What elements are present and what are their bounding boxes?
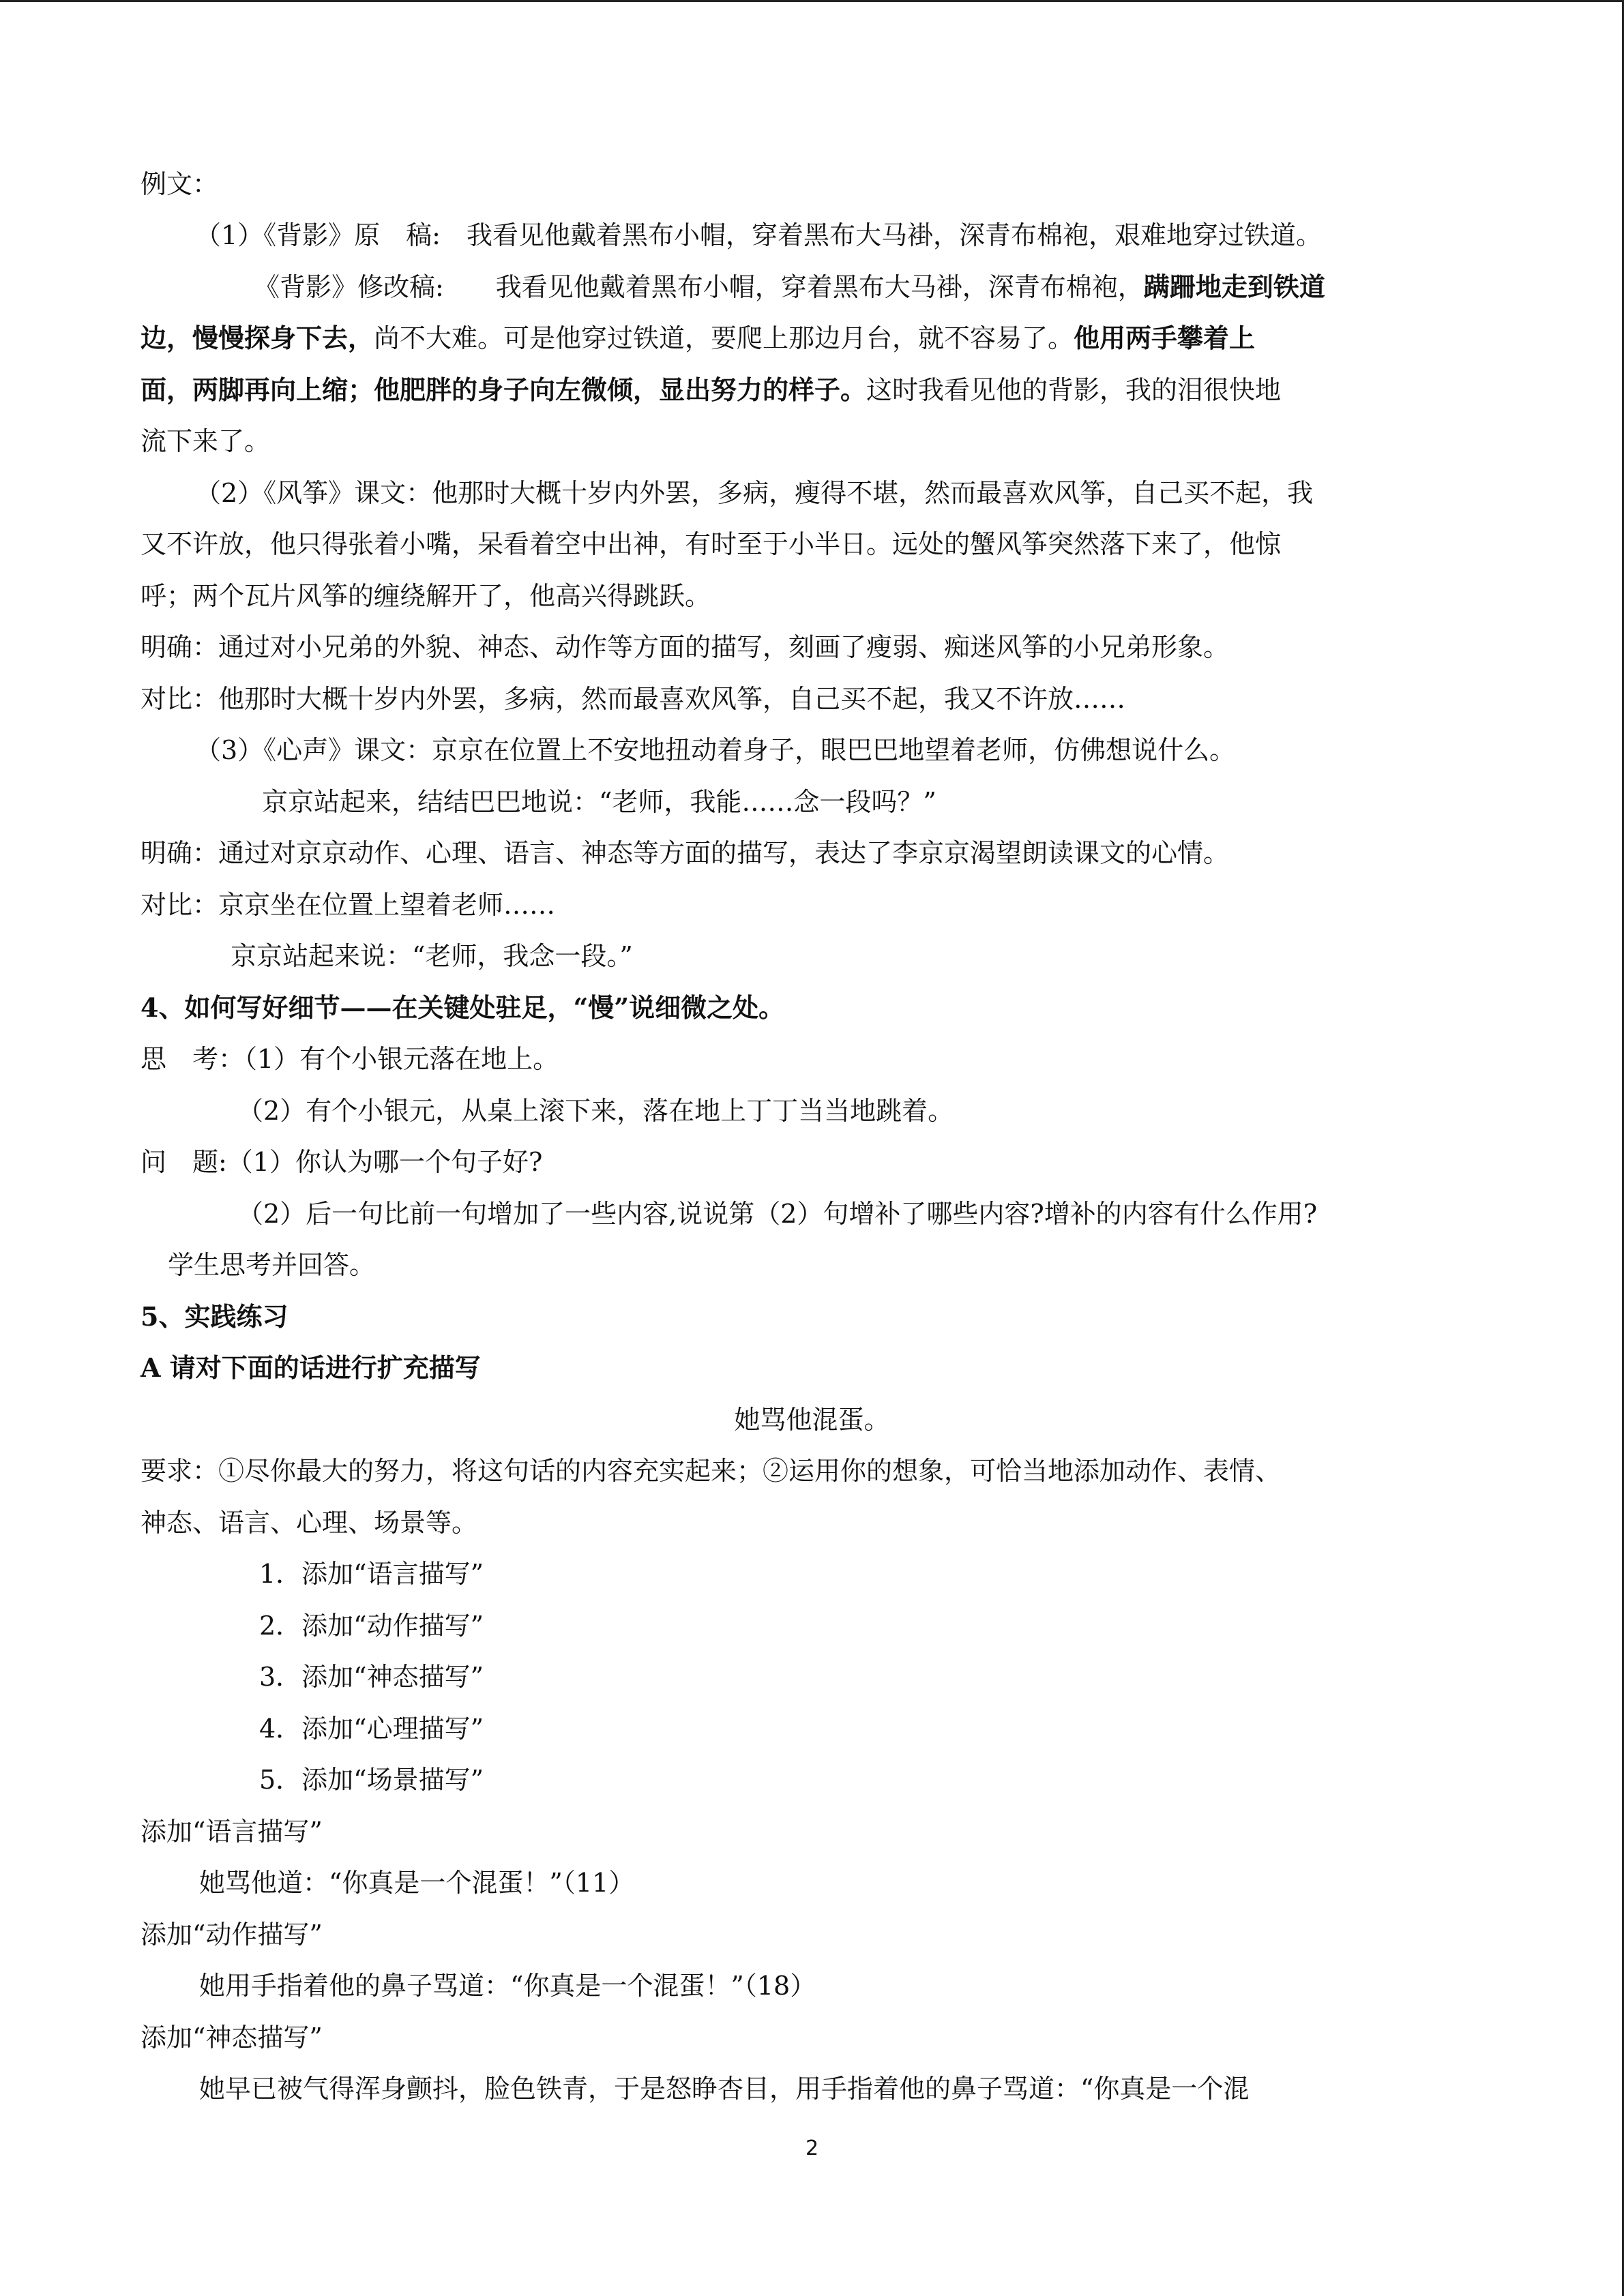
example1-revised-line1: 《背影》修改稿: 我看见他戴着黑布小帽，穿着黑布大马褂，深青布棉袍，蹒跚地走到铁道 — [254, 271, 1325, 302]
list-item: 2．添加“动作描写” — [259, 1611, 484, 1641]
think-line2: （2）有个小银元，从桌上滚下来，落在地上丁丁当当地跳着。 — [237, 1096, 954, 1126]
example2-line2: 又不许放，他只得张着小嘴，呆看着空中出神，有时至于小半日。远处的蟹风筝突然落下来了，他惊 — [141, 529, 1282, 559]
section5-title: 5、实践练习 — [141, 1301, 289, 1332]
example2-clarify: 明确：通过对小兄弟的外貌、神态、动作等方面的描写，刻画了瘦弱、痴迷风筝的小兄弟形象。 — [141, 632, 1230, 662]
section4-title: 4、如何写好细节——在关键处驻足，“慢”说细微之处。 — [141, 992, 785, 1023]
question-line1: 问 题:（1）你认为哪一个句子好? — [141, 1147, 543, 1177]
taskA-title: A 请对下面的话进行扩充描写 — [141, 1352, 481, 1383]
target-sentence: 她骂他混蛋。 — [734, 1405, 890, 1435]
example3-contrast2: 京京站起来说：“老师，我念一段。” — [231, 941, 633, 971]
list-item: 5．添加“场景描写” — [259, 1765, 484, 1795]
example2-contrast: 对比：他那时大概十岁内外罢，多病，然而最喜欢风筝，自己买不起，我又不许放…… — [141, 684, 1126, 714]
example1-revised-line3: 面，两脚再向上缩；他肥胖的身子向左微倾，显出努力的样子。这时我看见他的背影，我的泪很快地 — [141, 374, 1282, 405]
requirement-line2: 神态、语言、心理、场景等。 — [141, 1508, 478, 1538]
list-item: 4．添加“心理描写” — [259, 1714, 484, 1744]
requirement-line1: 要求：①尽你最大的努力，将这句话的内容充实起来；②运用你的想象，可恰当地添加动作、表情、 — [141, 1456, 1282, 1486]
student-answer: 学生思考并回答。 — [168, 1250, 376, 1280]
example1-revised-line4: 流下来了。 — [141, 426, 271, 456]
action-heading: 添加“动作描写” — [141, 1920, 323, 1950]
expression-example: 她早已被气得浑身颤抖，脸色铁青，于是怒睁杏目，用手指着他的鼻子骂道：“你真是一个混 — [199, 2074, 1250, 2104]
language-heading: 添加“语言描写” — [141, 1817, 323, 1847]
page-number: 2 — [805, 2136, 819, 2160]
example3-clarify: 明确：通过对京京动作、心理、语言、神态等方面的描写，表达了李京京渴望朗读课文的心情。 — [141, 838, 1230, 868]
example2-line1: （2）《风筝》课文：他那时大概十岁内外罢，多病，瘦得不堪，然而最喜欢风筝，自己买不起，我 — [195, 478, 1314, 508]
expression-heading: 添加“神态描写” — [141, 2023, 323, 2053]
example1-revised-line2: 边，慢慢探身下去，尚不大难。可是他穿过铁道，要爬上那边月台，就不容易了。他用两手攀着上 — [141, 323, 1256, 353]
question-line2: （2）后一句比前一句增加了一些内容,说说第（2）句增补了哪些内容?增补的内容有什么作用? — [237, 1199, 1318, 1229]
list-item: 1．添加“语言描写” — [259, 1559, 484, 1589]
example3-line1: （3）《心声》课文：京京在位置上不安地扭动着身子，眼巴巴地望着老师，仿佛想说什么。 — [195, 735, 1236, 765]
example2-line3: 呼；两个瓦片风筝的缠绕解开了，他高兴得跳跃。 — [141, 581, 711, 611]
think-line1: 思 考：（1）有个小银元落在地上。 — [141, 1044, 559, 1074]
example1-original: （1）《背影》原 稿: 我看见他戴着黑布小帽，穿着黑布大马褂，深青布棉袍，艰难地穿过铁道。 — [195, 220, 1322, 250]
action-example: 她用手指着他的鼻子骂道：“你真是一个混蛋！”（18） — [199, 1971, 816, 2001]
example-heading: 例文： — [141, 169, 219, 199]
list-item: 3．添加“神态描写” — [259, 1662, 484, 1692]
page-top-border — [0, 0, 1624, 2]
language-example: 她骂他道：“你真是一个混蛋！”（11） — [199, 1868, 635, 1898]
example3-line2: 京京站起来，结结巴巴地说：“老师，我能……念一段吗？” — [262, 787, 936, 817]
example3-contrast1: 对比：京京坐在位置上望着老师…… — [141, 890, 556, 920]
